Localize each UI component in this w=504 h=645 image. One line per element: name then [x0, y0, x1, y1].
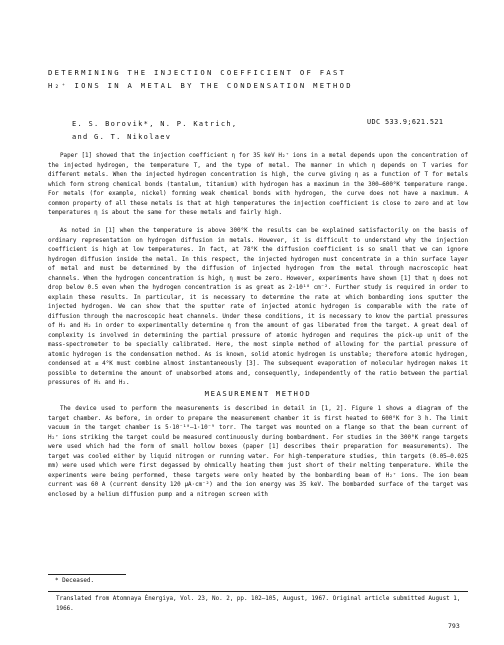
paragraph-text: The device used to perform the measurements is described in detail in [1, 2]. Figure 1 shows a diagram of the target chamber. As before, in order to prepare the measurement chamber it is first heated to 600°K for 3 h. The limit vacuum in the target chamber is 5·10⁻¹⁰–1·10⁻⁹ torr. The target was mounted on a flange so that the beam current of H₂⁺ ions striking the target could be measured continuously during bombardment. For studies in the 300°K range targets were used which had the form of small hollow boxes (paper [1] describes their preparation for measurements). The target was cooled either by liquid nitrogen or running water. For high-temperature studies, thin targets (0.05–0.025 mm) were used which were first degassed by ohmically heating them just short of their melting temperature. While the experiments were being performed, these targets were only heated by the bombarding beam of H₂⁺ ions. The ion beam current was 60 A (current density 120 μA·cm⁻²) and the ion energy was 35 keV. The bombarded surface of the target was enclosed by a helium diffusion pump and a nitrogen screen with — [48, 406, 468, 498]
title-line-1: DETERMINING THE INJECTION COEFFICIENT OF FAST — [48, 68, 347, 77]
paragraph-text: Paper [1] showed that the injection coefficient η for 35 keV H₂⁺ ions in a metal depends upon the concentration of the injected hydrogen, the temperature T, and the type of metal. The manner in which η depends on T varies for different metals. When the injected hydrogen concentration is high, the curve giving η as a function of T for metals which form strong chemical bonds (tantalum, titanium) with hydrogen has a maximum in the 300–600°K temperature range. For metals (for example, nickel) forming weak chemical bonds with hydrogen, the curve does not have a maximum. A common property of all these metals is that at high temperatures the injection coefficient is close to zero and at low temperatures η is about the same for these metals and fairly high. — [48, 153, 468, 216]
section-heading: MEASUREMENT METHOD — [204, 389, 312, 398]
translation-divider — [48, 591, 468, 592]
paragraph-discussion — [48, 227, 468, 389]
authors-line-2: and G. T. Nikolaev — [72, 132, 172, 141]
paragraph-text: As noted in [1] when the temperature is above 300°K the results can be explained satisfactorily on the basis of ordinary representation on hydrogen diffusion in metals. However, it is difficult to understand why the injection coefficient is high at low temperatures. In fact, at 78°K the diffusion coefficient is so small that we can ignore hydrogen diffusion inside the metal. In this respect, the injected hydrogen must concentrate in a thin surface layer of metal and must be determined by the diffusion of injected hydrogen from the metal through macroscopic heat channels. When the hydrogen concentration is high, η must be zero. However, experiments have shown [1] that η does not drop below 0.5 even when the hydrogen concentration is as great as 2·10¹⁸ cm⁻². Further study is required in order to explain these results. In particular, it is necessary to determine the rate at which bombarding ions sputter the injected hydrogen. We can show that the sputter rate of injected atomic hydrogen is comparable with the rate of diffusion through the macroscopic heat channels. Under these conditions, it is necessary to know the partial pressures of H₁ and H₂ in order to experimentally determine η from the amount of gas liberated from the target. A great deal of complexity is involved in determining the partial pressure of atomic hydrogen and requires the pick-up unit of the mass-spectrometer to be specially calibrated. Here, the most simple method of allowing for the partial pressure of atomic hydrogen is the condensation method. As is known, solid atomic hydrogen is unstable; therefore atomic hydrogen, condensed at ≤ 4°K must combine almost instantaneously [3]. The subsequent evaporation of molecular hydrogen makes it possible to determine the amount of unabsorbed atoms and, consequently, independently of the ratio between the partial pressures of H₁ and H₂. — [48, 228, 468, 386]
udc-code: UDC 533.9;621.521 — [367, 118, 444, 126]
translation-note: Translated from Atomnaya Énergiya, Vol. 23, No. 2, pp. 102–105, August, 1967. Original article submitted August 1, 1966. — [56, 596, 461, 612]
author-list — [72, 118, 332, 143]
paragraph-intro — [48, 152, 468, 219]
authors-line-1: E. S. Borovik*, N. P. Katrich, — [72, 120, 238, 128]
footnote-divider — [48, 574, 126, 575]
article-title — [48, 66, 468, 92]
page-number: 793 — [448, 622, 460, 630]
title-line-2: H₂⁺ IONS IN A METAL BY THE CONDENSATION METHOD — [48, 81, 353, 90]
paragraph-method — [48, 405, 468, 500]
footnote: * Deceased. — [55, 578, 95, 584]
